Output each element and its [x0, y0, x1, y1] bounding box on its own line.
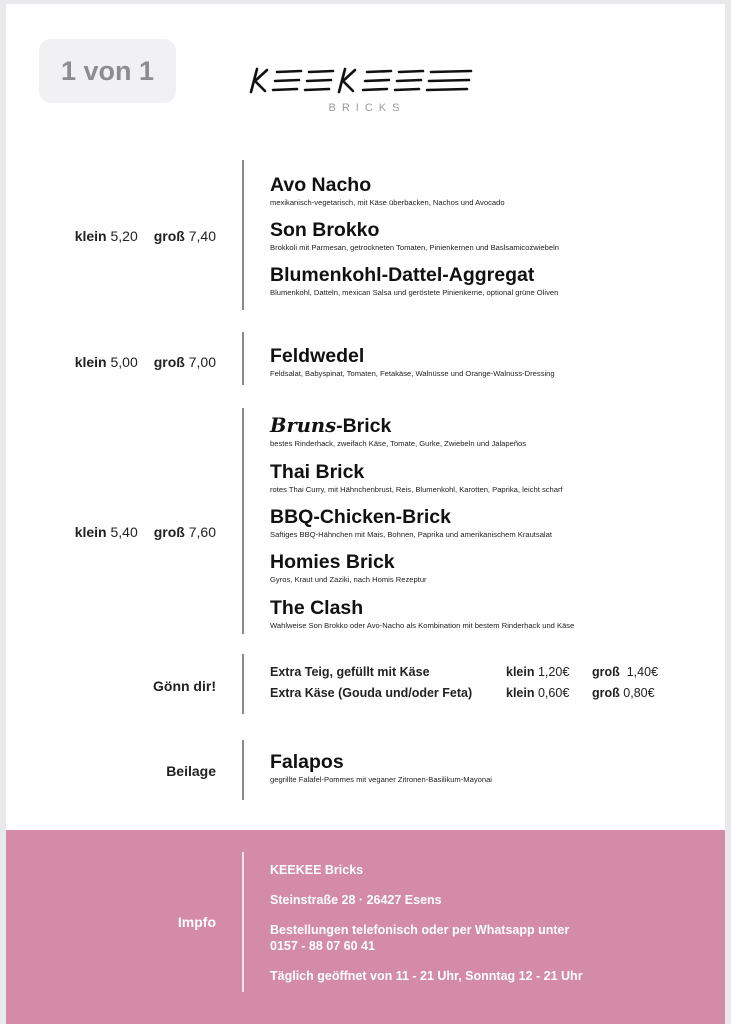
item-description: Blumenkohl, Datteln, mexican Salsa und geröstete Pinienkerne, optional grüne Oliven [270, 288, 559, 297]
menu-item [270, 264, 710, 298]
page-counter: 1 von 1 [39, 39, 176, 103]
item-name: Feldwedel [270, 345, 365, 367]
extra-small-price: klein 0,60€ [506, 686, 570, 700]
item-description: Brokkoli mit Parmesan, getrockneten Tomaten, Pinienkernen und Baslsamicozwiebeln [270, 243, 559, 252]
menu-item [270, 415, 710, 449]
menu-item [270, 751, 710, 785]
section-divider [242, 740, 244, 800]
menu-item [270, 461, 710, 495]
side-label: Beilage [166, 763, 216, 779]
extra-name: Extra Käse (Gouda und/oder Feta) [270, 686, 473, 700]
info-footer [6, 830, 725, 1024]
item-description: Feldsalat, Babyspinat, Tomaten, Fetakäse, Walnüsse und Orange-Walnuss-Dressing [270, 369, 555, 378]
menu-item [270, 551, 710, 585]
item-description: Wahlweise Son Brokko oder Avo-Nacho als Kombination mit bestem Rinderhack und Käse [270, 621, 575, 630]
extra-name: Extra Teig, gefüllt mit Käse [270, 665, 430, 679]
item-description: rotes Thai Curry, mit Hähnchenbrust, Reis, Blumenkohl, Karotten, Paprika, leicht scharf [270, 485, 563, 494]
item-name: The Clash [270, 597, 364, 619]
section-divider [242, 332, 244, 385]
phone-number: 0157 - 88 07 60 41 [270, 939, 375, 953]
item-name: Thai Brick [270, 461, 365, 483]
footer-divider [242, 852, 244, 992]
extra-large-price: groß 1,40€ [592, 665, 659, 679]
item-name: Avo Nacho [270, 174, 372, 196]
section-divider [242, 160, 244, 310]
order-info: Bestellungen telefonisch oder per Whatsapp unter [270, 923, 570, 937]
brand-logo [249, 64, 479, 114]
extra-row [270, 686, 680, 700]
section-price: klein 5,40 groß 7,60 [74, 524, 216, 540]
brand-subtitle: BRICKS [328, 102, 406, 114]
menu-page [6, 4, 725, 1024]
menu-item [270, 174, 710, 208]
item-name: Falapos [270, 751, 344, 773]
opening-hours: Täglich geöffnet von 11 - 21 Uhr, Sonntag 12 - 21 Uhr [270, 969, 583, 983]
section-divider [242, 408, 244, 634]
extra-large-price: groß 0,80€ [592, 686, 655, 700]
extra-small-price: klein 1,20€ [506, 665, 570, 679]
keekee-logo-wordmark [249, 64, 479, 96]
extra-row [270, 665, 680, 679]
menu-item [270, 345, 710, 379]
item-name: BBQ-Chicken-Brick [270, 506, 451, 528]
item-name: Son Brokko [270, 219, 380, 241]
section-divider [242, 654, 244, 714]
section-price: klein 5,20 groß 7,40 [74, 228, 216, 244]
section-price: klein 5,00 groß 7,00 [74, 354, 216, 370]
item-description: bestes Rinderhack, zweifach Käse, Tomate, Gurke, Zwiebeln und Jalapeños [270, 439, 527, 448]
business-name: KEEKEE Bricks [270, 863, 364, 877]
business-address: Steinstraße 28 · 26427 Esens [270, 893, 442, 907]
item-description: mexikanisch-vegetarisch, mit Käse überbacken, Nachos und Avocado [270, 198, 505, 207]
menu-item [270, 219, 710, 253]
item-name: Blumenkohl-Dattel-Aggregat [270, 264, 535, 286]
footer-label: Impfo [177, 914, 216, 930]
menu-item [270, 597, 710, 631]
item-description: gegrillte Falafel-Pommes mit veganer Zitronen-Basilikum-Mayonai [270, 775, 492, 784]
item-name: Bruns-Brick [270, 414, 392, 437]
item-description: Saftiges BBQ-Hähnchen mit Mais, Bohnen, Paprika und amerikanischem Krautsalat [270, 530, 552, 539]
item-name: Homies Brick [270, 551, 395, 573]
extras-label: Gönn dir! [153, 678, 216, 694]
menu-item [270, 506, 710, 540]
item-description: Gyros, Kraut und Zaziki, nach Homis Rezeptur [270, 575, 427, 584]
